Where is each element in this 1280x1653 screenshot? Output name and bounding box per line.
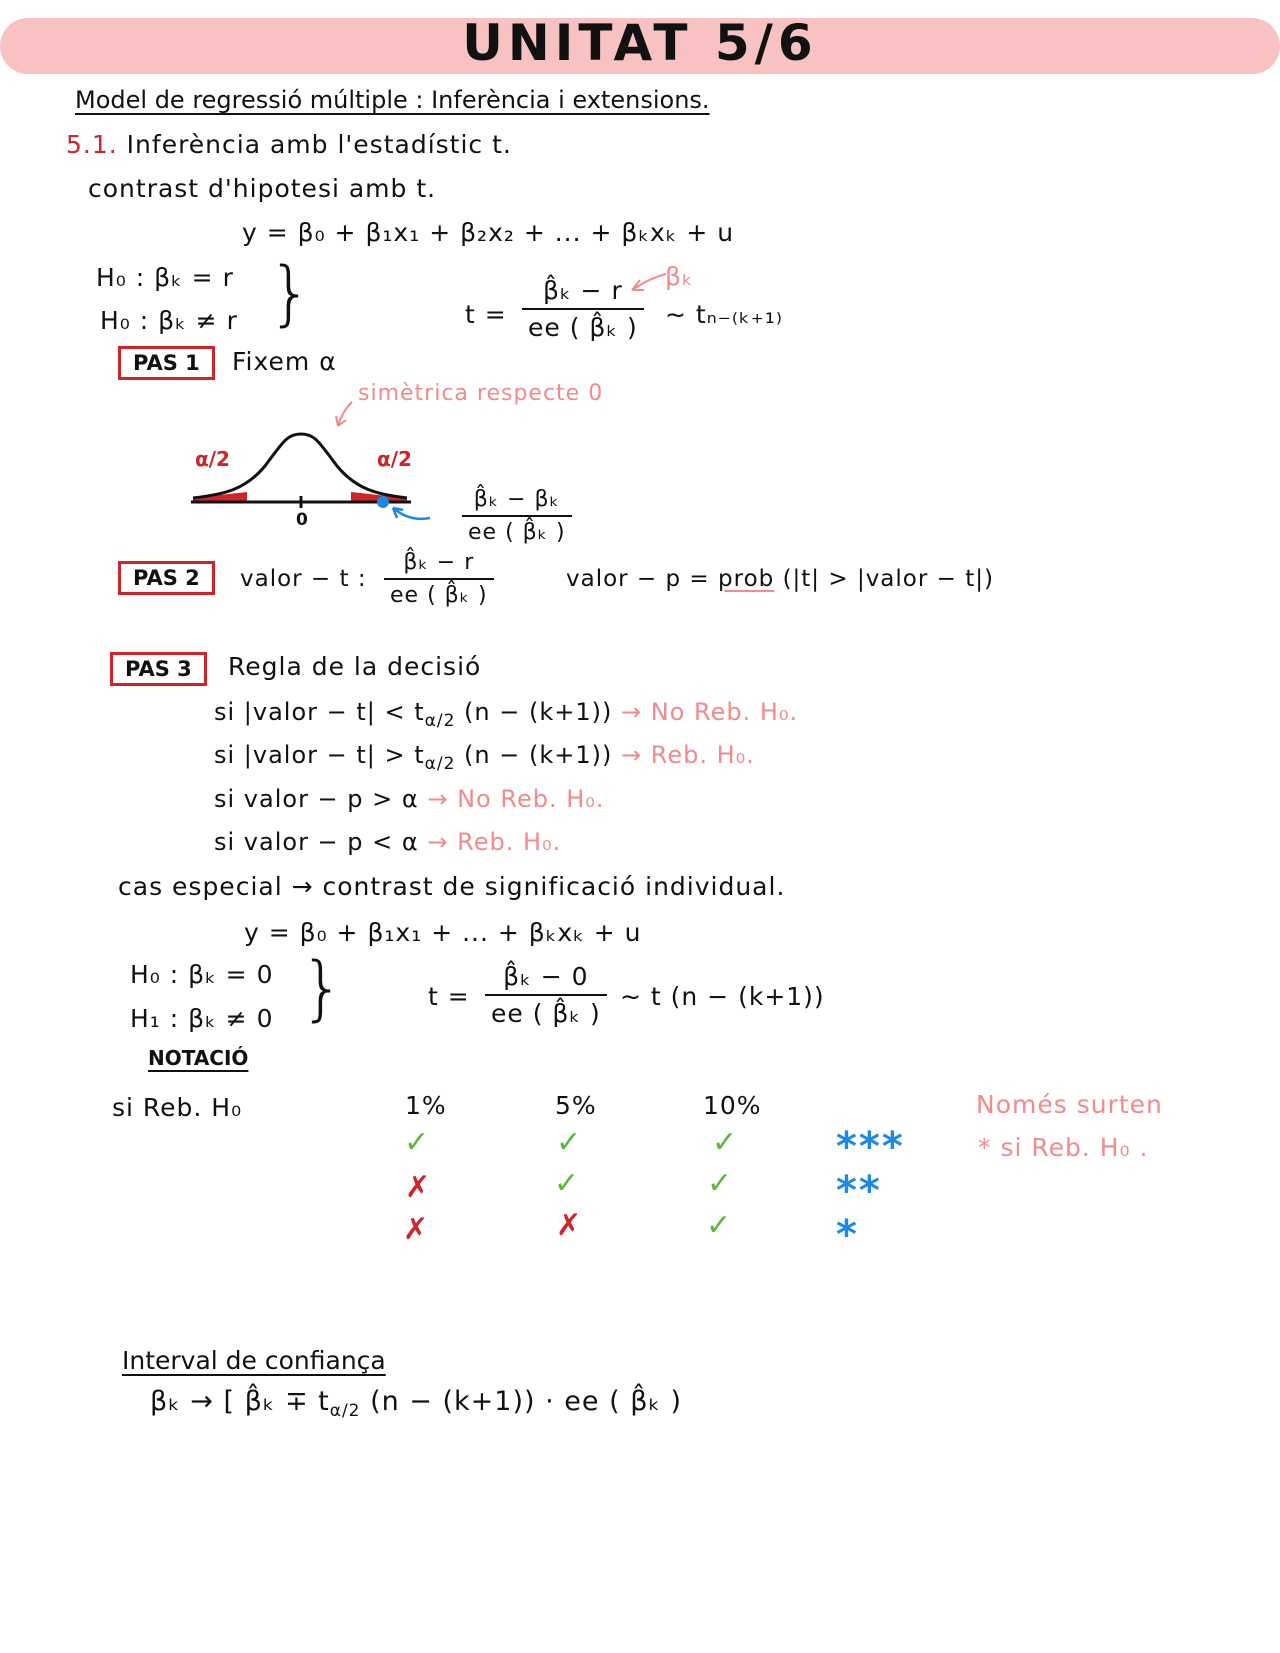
alpha-right-label: α/2 <box>377 447 412 471</box>
section-number: 5.1. <box>66 130 118 159</box>
contrast-title: contrast d'hipotesi amb t. <box>88 174 437 203</box>
decision-rule-3: si valor − p > α → No Reb. H₀. <box>214 785 605 813</box>
mark-r2-c3: ✓ <box>707 1166 733 1201</box>
hypothesis-null: H₀ : βₖ = r <box>96 263 234 292</box>
hypothesis-alt: H₀ : βₖ ≠ r <box>100 306 238 335</box>
notacio-heading: NOTACIÓ <box>148 1046 249 1070</box>
note-beta-k: βₖ <box>665 262 694 291</box>
t2-equals: t = <box>428 982 470 1011</box>
page-title: UNITAT 5/6 <box>462 14 818 72</box>
p-value-formula <box>566 566 994 592</box>
mark-r1-c3: ✓ <box>712 1125 738 1160</box>
pas1-box: PAS 1 <box>118 346 215 380</box>
model-equation-2: y = β₀ + β₁x₁ + ... + βₖxₖ + u <box>244 918 642 947</box>
t2-distribution: ∼ t (n − (k+1)) <box>620 982 825 1011</box>
level-10pct: 10% <box>703 1091 762 1120</box>
stars-r2: ** <box>836 1168 882 1214</box>
special-case: cas especial → contrast de significació individual. <box>118 872 786 901</box>
si-reb-label: si Reb. H₀ <box>112 1093 243 1122</box>
t-denominator: ee ( β̂ₖ ) <box>522 308 644 342</box>
t2-fraction <box>485 962 607 1028</box>
only-note-2: * si Reb. H₀ . <box>978 1133 1149 1162</box>
bell-curve <box>185 420 445 540</box>
hypothesis-brace: } <box>268 252 313 334</box>
section-title: Inferència amb l'estadístic t. <box>126 130 512 159</box>
section-header <box>66 130 512 159</box>
t-equals: t = <box>465 300 507 329</box>
ci-equation: βₖ → [ β̂ₖ ∓ $t_{\alpha/2}$ (n − (k+1)) · ee ( β̂ₖ ) <box>150 1386 683 1421</box>
statistic-point <box>377 496 389 508</box>
pas2-denominator: ee ( β̂ₖ ) <box>384 578 494 608</box>
pas2-valor-t: valor − t : <box>240 566 367 592</box>
t2-denominator: ee ( β̂ₖ ) <box>485 994 607 1028</box>
t2-numerator: β̂ₖ − 0 <box>503 962 589 991</box>
mark-r1-c1: ✓ <box>404 1125 430 1160</box>
decision-result-3: → No Reb. H₀. <box>427 785 605 813</box>
only-note-1: Només surten <box>976 1090 1163 1119</box>
t-distribution: ∼ tₙ₋₍ₖ₊₁₎ <box>665 300 783 329</box>
t-numerator: β̂ₖ − r <box>543 276 623 305</box>
p-value-left: valor − p = <box>566 566 710 592</box>
standardized-numerator: β̂ₖ − βₖ <box>473 487 560 512</box>
model-equation: y = β₀ + β₁x₁ + β₂x₂ + ... + βₖxₖ + u <box>242 218 735 247</box>
decision-rule-4: si valor − p < α → Reb. H₀. <box>214 828 562 856</box>
level-1pct: 1% <box>405 1091 447 1120</box>
level-5pct: 5% <box>555 1091 597 1120</box>
p-value-rest: (|t| > |valor − t|) <box>782 566 994 592</box>
main-heading: Model de regressió múltiple : Inferència i extensions. <box>75 86 710 114</box>
pas2-box: PAS 2 <box>118 561 215 595</box>
decision-rule-1: si |valor − $t| < t_{\alpha/2}$ (n − (k+1)) → No Reb. H₀. <box>214 698 799 731</box>
zero-label: 0 <box>296 510 308 530</box>
mark-r3-c3: ✓ <box>706 1208 732 1243</box>
decision-result-1: → No Reb. H₀. <box>620 698 799 726</box>
mark-r3-c2: ✗ <box>556 1208 582 1243</box>
pas3-text: Regla de la decisió <box>228 652 482 681</box>
stars-r3: * <box>836 1212 859 1258</box>
hypothesis-null-2: H₀ : βₖ = 0 <box>130 960 274 989</box>
decision-result-2: → Reb. H₀. <box>620 741 755 769</box>
decision-rule-2: si |valor − $t| > t_{\alpha/2}$ (n − (k+1)) → Reb. H₀. <box>214 741 755 774</box>
pas2-fraction <box>384 550 494 608</box>
ci-heading: Interval de confiança <box>122 1346 386 1375</box>
p-value-prob: prob <box>718 566 775 592</box>
mark-r2-c1: ✗ <box>405 1170 431 1205</box>
mark-r1-c2: ✓ <box>556 1125 582 1160</box>
pas1-text: Fixem α <box>232 347 337 376</box>
alpha-left-label: α/2 <box>195 447 230 471</box>
note-arrow-icon <box>620 268 670 298</box>
pas3-box: PAS 3 <box>110 652 207 686</box>
stars-r1: *** <box>836 1124 905 1170</box>
hypothesis-alt-2: H₁ : βₖ ≠ 0 <box>130 1004 274 1033</box>
hypothesis-brace-2: } <box>300 947 345 1029</box>
mark-r3-c1: ✗ <box>403 1212 429 1247</box>
mark-r2-c2: ✓ <box>554 1166 580 1201</box>
pas2-numerator: β̂ₖ − r <box>403 550 475 575</box>
standardized-fraction <box>462 487 572 545</box>
decision-result-4: → Reb. H₀. <box>427 828 562 856</box>
standardized-denominator: ee ( β̂ₖ ) <box>462 515 572 545</box>
symmetric-note: simètrica respecte 0 <box>358 381 604 406</box>
